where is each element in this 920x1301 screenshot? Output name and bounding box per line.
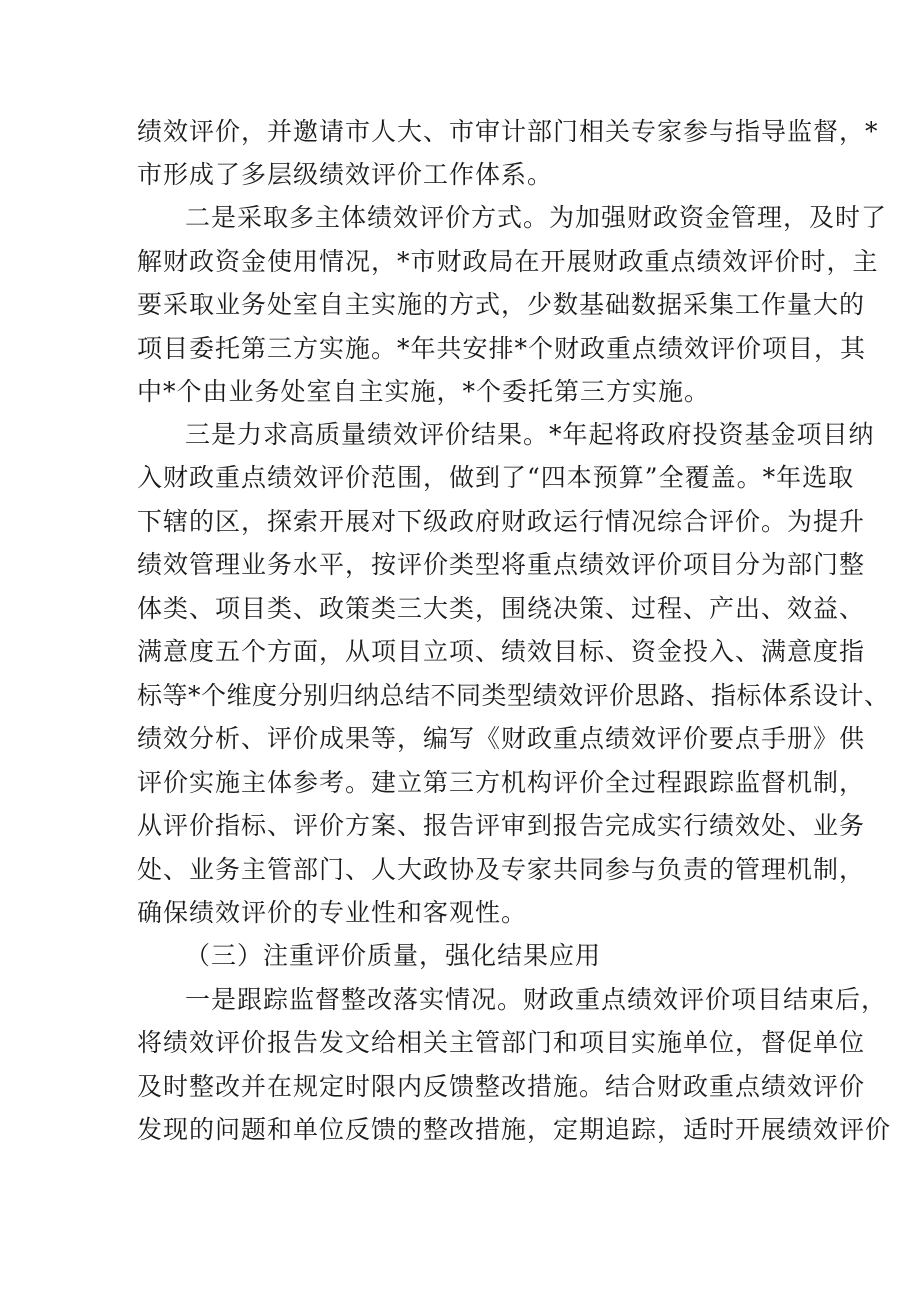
text-line: 将绩效评价报告发文给相关主管部门和项目实施单位，督促单位 [137,1028,866,1057]
section-heading: （三）注重评价质量，强化结果应用 [185,941,602,970]
text-line: 入财政重点绩效评价范围，做到了“四本预算”全覆盖。*年选取 [137,463,855,492]
text-line: 下辖的区，探索开展对下级政府财政运行情况综合评价。为提升 [137,507,866,536]
text-line: 确保绩效评价的专业性和客观性。 [137,898,528,927]
text-line: 要采取业务处室自主实施的方式，少数基础数据采集工作量大的 [137,290,866,319]
paragraph-start-line: 一是跟踪监督整改落实情况。财政重点绩效评价项目结束后， [185,985,888,1014]
text-line: 解财政资金使用情况，*市财政局在开展财政重点绩效评价时，主 [137,247,879,276]
text-line: 从评价指标、评价方案、报告评审到报告完成实行绩效处、业务 [137,811,866,840]
text-line: 绩效评价，并邀请市人大、市审计部门相关专家参与指导监督，* [137,117,879,146]
text-line: 体类、项目类、政策类三大类，围绕决策、过程、产出、效益、 [137,594,866,623]
text-line: 及时整改并在规定时限内反馈整改措施。结合财政重点绩效评价 [137,1072,866,1101]
text-line: 处、业务主管部门、人大政协及专家共同参与负责的管理机制， [137,855,866,884]
text-line: 绩效分析、评价成果等，编写《财政重点绩效评价要点手册》供 [137,724,866,753]
text-line: 中*个由业务处室自主实施，*个委托第三方实施。 [137,377,711,406]
text-line: 标等*个维度分别归纳总结不同类型绩效评价思路、指标体系设计、 [137,681,890,710]
text-line: 发现的问题和单位反馈的整改措施，定期追踪，适时开展绩效评价 [137,1115,892,1144]
text-line: 评价实施主体参考。建立第三方机构评价全过程跟踪监督机制， [137,768,866,797]
text-line: 绩效管理业务水平，按评价类型将重点绩效评价项目分为部门整 [137,550,866,579]
paragraph-start-line: 二是采取多主体绩效评价方式。为加强财政资金管理，及时了 [185,203,888,232]
text-line: 市形成了多层级绩效评价工作体系。 [137,160,554,189]
paragraph-start-line: 三是力求高质量绩效评价结果。*年起将政府投资基金项目纳 [185,420,875,449]
text-line: 项目委托第三方实施。*年共安排*个财政重点绩效评价项目，其 [137,334,867,363]
text-line: 满意度五个方面，从项目立项、绩效目标、资金投入、满意度指 [137,637,866,666]
